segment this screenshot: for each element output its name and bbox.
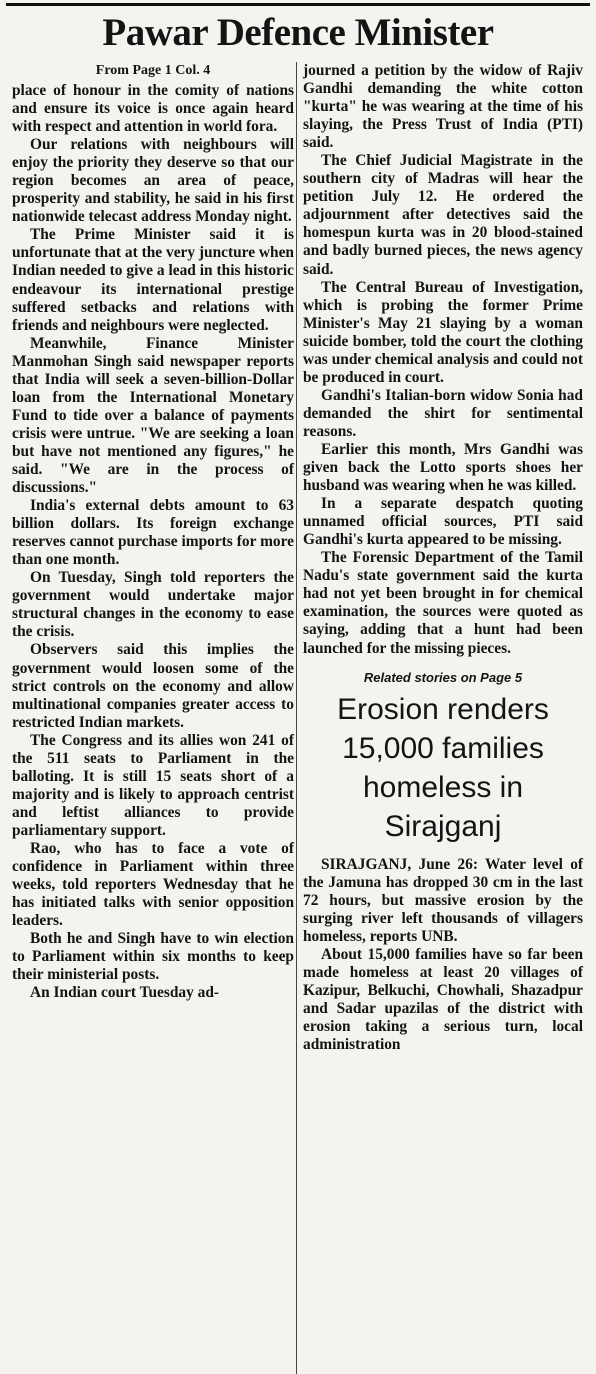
dateline: SIRAJGANJ, June 26: <box>321 855 478 873</box>
related-stories: Related stories on Page 5 <box>363 669 523 685</box>
paragraph: Our relations with neighbours will enjoy the priority they deserve so that our region becomes an area of peace, prosperity and stability, he said in his first nationwide telecast address Monday night. <box>12 136 294 226</box>
column-divider <box>296 62 297 1374</box>
paragraph: An Indian court Tuesday ad- <box>30 984 220 1002</box>
paragraph: The Central Bureau of Investigation, which is probing the former Prime Minister's May 21 slaying by a woman suicide bomber, told the court the clothing was under chemical analysis and could not be produced in court. <box>303 278 583 386</box>
paragraph: journed a petition by the widow of Rajiv Gandhi demanding the white cotton "kurta" he was wearing at the time of his slaying, the Press Trust of India (PTI) said. <box>303 62 583 152</box>
paragraph: India's external debts amount to 63 billion dollars. Its foreign exchange reserves cannot purchase imports for more than one month. <box>12 497 294 569</box>
paragraph: The Prime Minister said it is unfortunate that at the very juncture when Indian needed to give a lead in this historic endeavour its international prestige suffered setbacks and relations with friends and neighbours were neglected. <box>12 226 294 334</box>
headline: Pawar Defence Minister <box>102 11 494 54</box>
paragraph: Rao, who has to face a vote of confidence in Parliament within three weeks, told reporters Wednesday that he has initiated talks with senior opposition leaders. <box>12 839 294 930</box>
paragraph: place of honour in the comity of nations and ensure its voice is once again heard with respect and attention in world fora. <box>12 82 294 136</box>
paragraph: Observers said this implies the government would loosen some of the strict controls on the economy and allow multinational companies greater access to restricted Indian markets. <box>12 641 294 731</box>
paragraph: Gandhi's Italian-born widow Sonia had demanded the shirt for sentimental reasons. <box>303 386 583 440</box>
lead-text: Water level of the Jamuna has dropped 30 cm in the last 72 hours, but massive erosion by the surging river left thousands of villagers homeless, reports UNB. <box>303 855 584 945</box>
paragraph: In a separate despatch quoting unnamed official sources, PTI said Gandhi's kurta appeared to be missing. <box>303 495 583 549</box>
paragraph: The Congress and its allies won 241 of the 511 seats to Parliament in the balloting. It is still 15 seats short of a majority and is likely to approach centrist and leftist alliances to provide parliamentary support. <box>12 731 294 839</box>
paragraph: About 15,000 families have so far been made homeless at least 20 villages of Kazipur, Belkuchi, Chowhali, Shazadpur and Sadar upazilas of the district with erosion taking a serious turn, local administration <box>303 945 583 1054</box>
second-headline: Erosion renders 15,000 families homeless in Sirajganj <box>337 692 549 843</box>
paragraph: Earlier this month, Mrs Gandhi was given back the Lotto sports shoes her husband was wearing when he was killed. <box>303 440 583 495</box>
paragraph: The Chief Judicial Magistrate in the southern city of Madras will hear the petition July 12. He ordered the adjournment after detectives said the homespun kurta was in 20 blood-stained and badly burned pieces, the news agency said. <box>303 152 583 278</box>
jump-line: From Page 1 Col. 4 <box>95 63 211 78</box>
paragraph: Both he and Singh have to win election to Parliament within six months to keep their ministerial posts. <box>12 930 294 984</box>
top-rule <box>6 3 590 6</box>
dateline-paragraph <box>303 856 583 946</box>
right-column <box>303 62 583 1054</box>
paragraph: The Forensic Department of the Tamil Nadu's state government said the kurta had not yet been brought in for chemical examination, the sources were quoted as saying, adding that a hunt had been launched for the missing pieces. <box>303 549 583 657</box>
paragraph: Meanwhile, Finance Minister Manmohan Singh said newspaper reports that India will seek a seven-billion-Dollar loan from the International Monetary Fund to tide over a balance of payments crisis were untrue. "We are seeking a loan but have not mentioned any figures," he said. "We are in the process of discussions." <box>12 334 294 497</box>
paragraph: On Tuesday, Singh told reporters the government would undertake major structural changes in the economy to ease the crisis. <box>12 569 294 641</box>
left-column <box>12 62 294 1002</box>
